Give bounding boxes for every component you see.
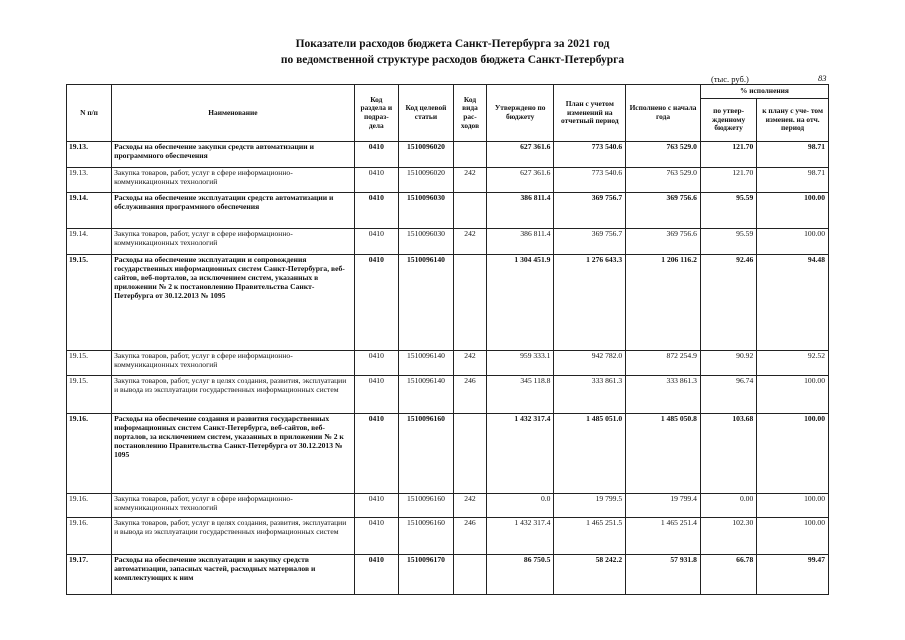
cell-plan: 333 861.3 [554,376,626,414]
cell-num: 19.15. [67,255,112,351]
cell-pct-utv: 121.70 [700,142,756,168]
cell-isp: 57 931.8 [626,555,701,595]
col-header-isp: Исполнено с начала года [626,85,701,142]
table-row [67,376,829,414]
table-row [67,142,829,168]
cell-stat: 1510096020 [398,168,453,193]
col-header-pct-plan: к плану с уче- том изменен. на отч. период [757,99,829,142]
cell-num: 19.15. [67,376,112,414]
cell-pct-utv: 96.74 [700,376,756,414]
cell-isp: 369 756.6 [626,229,701,255]
cell-isp: 763 529.0 [626,142,701,168]
cell-num: 19.15. [67,351,112,376]
cell-name: Закупка товаров, работ, услуг в сфере информационно-коммуникационных технологий [112,229,355,255]
cell-plan: 1 485 051.0 [554,414,626,494]
cell-pct-plan: 100.00 [757,518,829,555]
cell-stat: 1510096140 [398,351,453,376]
cell-name: Закупка товаров, работ, услуг в сфере информационно-коммуникационных технологий [112,494,355,518]
col-header-pct-utv: по утвер- жденному бюджету [700,99,756,142]
col-header-name: Наименование [112,85,355,142]
cell-name: Закупка товаров, работ, услуг в сфере информационно-коммуникационных технологий [112,351,355,376]
page-number: 83 [818,73,827,83]
cell-plan: 19 799.5 [554,494,626,518]
table-row [67,518,829,555]
cell-razdel: 0410 [354,518,398,555]
cell-utv: 345 118.8 [486,376,554,414]
table-row [67,555,829,595]
cell-pct-plan: 100.00 [757,229,829,255]
cell-utv: 86 750.5 [486,555,554,595]
cell-pct-plan: 100.00 [757,494,829,518]
cell-num: 19.17. [67,555,112,595]
col-header-razdel: Код раздела и подраз- дела [354,85,398,142]
cell-utv: 627 361.6 [486,142,554,168]
page-subtitle: по ведомственной структуре расходов бюджета Санкт-Петербурга [280,54,625,66]
cell-plan: 58 242.2 [554,555,626,595]
cell-stat: 1510096160 [398,518,453,555]
cell-razdel: 0410 [354,193,398,229]
cell-utv: 1 432 317.4 [486,518,554,555]
cell-vid [454,255,487,351]
cell-vid [454,555,487,595]
units-label: (тыс. руб.) [711,74,749,84]
col-header-stat: Код целевой статьи [398,85,453,142]
cell-pct-plan: 100.00 [757,193,829,229]
cell-plan: 369 756.7 [554,229,626,255]
cell-stat: 1510096160 [398,414,453,494]
cell-stat: 1510096020 [398,142,453,168]
cell-isp: 333 861.3 [626,376,701,414]
cell-num: 19.14. [67,193,112,229]
cell-name: Расходы на обеспечение закупки средств автоматизации и программного обеспечения [112,142,355,168]
cell-vid: 246 [454,518,487,555]
page-title: Показатели расходов бюджета Санкт-Петербурга за 2021 год [295,38,610,50]
cell-name: Расходы на обеспечение эксплуатации и закупку средств автоматизации, запасных частей, расходных материалов и комплектующих к ним [112,555,355,595]
cell-name: Расходы на обеспечение создания и развития государственных информационных систем Санкт-Петербурга, веб-сайтов, веб-порталов, за исключением систем, указанных в приложении № 2 к постановлению Правительства Санкт-Петербурга от 30.12.2013 № 1095 [112,414,355,494]
table-row [67,351,829,376]
cell-razdel: 0410 [354,229,398,255]
cell-num: 19.13. [67,168,112,193]
cell-plan: 942 782.0 [554,351,626,376]
table-row [67,168,829,193]
cell-utv: 386 811.4 [486,193,554,229]
cell-stat: 1510096170 [398,555,453,595]
cell-plan: 1 276 643.3 [554,255,626,351]
cell-pct-utv: 95.59 [700,193,756,229]
cell-razdel: 0410 [354,555,398,595]
cell-pct-utv: 121.70 [700,168,756,193]
cell-pct-plan: 99.47 [757,555,829,595]
cell-vid: 246 [454,376,487,414]
cell-isp: 872 254.9 [626,351,701,376]
cell-vid: 242 [454,351,487,376]
cell-pct-plan: 100.00 [757,376,829,414]
cell-utv: 386 811.4 [486,229,554,255]
cell-isp: 369 756.6 [626,193,701,229]
cell-name: Закупка товаров, работ, услуг в сфере информационно-коммуникационных технологий [112,168,355,193]
cell-isp: 763 529.0 [626,168,701,193]
cell-num: 19.16. [67,414,112,494]
col-header-pct-group: % исполнения [700,85,828,99]
cell-name: Закупка товаров, работ, услуг в целях создания, развития, эксплуатации и вывода из эксплуатации государственных информационных систем [112,518,355,555]
col-header-utv: Утверждено по бюджету [486,85,554,142]
cell-razdel: 0410 [354,142,398,168]
cell-pct-utv: 92.46 [700,255,756,351]
cell-stat: 1510096140 [398,376,453,414]
cell-vid: 242 [454,168,487,193]
cell-name: Расходы на обеспечение эксплуатации и сопровождения государственных информационных систем Санкт-Петербурга, веб-сайтов, веб-порталов, за исключением систем, указанных в приложении № 2 к постановлению Правительства Санкт-Петербурга от 30.12.2013 № 1095 [112,255,355,351]
cell-pct-utv: 95.59 [700,229,756,255]
cell-plan: 369 756.7 [554,193,626,229]
cell-utv: 627 361.6 [486,168,554,193]
cell-isp: 1 485 050.8 [626,414,701,494]
col-header-vid: Код вида рас- ходов [454,85,487,142]
cell-plan: 773 540.6 [554,168,626,193]
cell-pct-plan: 94.48 [757,255,829,351]
cell-vid: 242 [454,494,487,518]
cell-pct-utv: 103.68 [700,414,756,494]
table-row [67,494,829,518]
cell-pct-plan: 98.71 [757,142,829,168]
expenditure-table [66,84,829,595]
cell-num: 19.14. [67,229,112,255]
cell-stat: 1510096160 [398,494,453,518]
table-row [67,229,829,255]
cell-vid [454,414,487,494]
cell-pct-utv: 0.00 [700,494,756,518]
cell-name: Расходы на обеспечение эксплуатации средств автоматизации и обслуживания программного обеспечения [112,193,355,229]
cell-num: 19.13. [67,142,112,168]
cell-vid [454,142,487,168]
col-header-plan: План с учетом изменений на отчетный период [554,85,626,142]
cell-stat: 1510096030 [398,193,453,229]
cell-utv: 1 304 451.9 [486,255,554,351]
cell-utv: 959 333.1 [486,351,554,376]
cell-stat: 1510096030 [398,229,453,255]
cell-num: 19.16. [67,518,112,555]
cell-isp: 1 465 251.4 [626,518,701,555]
cell-razdel: 0410 [354,414,398,494]
cell-razdel: 0410 [354,494,398,518]
cell-stat: 1510096140 [398,255,453,351]
cell-razdel: 0410 [354,168,398,193]
cell-vid [454,193,487,229]
cell-isp: 19 799.4 [626,494,701,518]
cell-utv: 0.0 [486,494,554,518]
cell-num: 19.16. [67,494,112,518]
table-row [67,414,829,494]
cell-pct-plan: 98.71 [757,168,829,193]
col-header-num: N п/п [67,85,112,142]
cell-plan: 773 540.6 [554,142,626,168]
cell-vid: 242 [454,229,487,255]
cell-utv: 1 432 317.4 [486,414,554,494]
cell-pct-plan: 100.00 [757,414,829,494]
table-row [67,193,829,229]
cell-pct-utv: 102.30 [700,518,756,555]
cell-name: Закупка товаров, работ, услуг в целях создания, развития, эксплуатации и вывода из эксплуатации государственных информационных систем [112,376,355,414]
cell-razdel: 0410 [354,376,398,414]
cell-pct-plan: 92.52 [757,351,829,376]
cell-pct-utv: 66.78 [700,555,756,595]
cell-razdel: 0410 [354,351,398,376]
cell-isp: 1 206 116.2 [626,255,701,351]
cell-plan: 1 465 251.5 [554,518,626,555]
cell-razdel: 0410 [354,255,398,351]
cell-pct-utv: 90.92 [700,351,756,376]
table-row [67,255,829,351]
